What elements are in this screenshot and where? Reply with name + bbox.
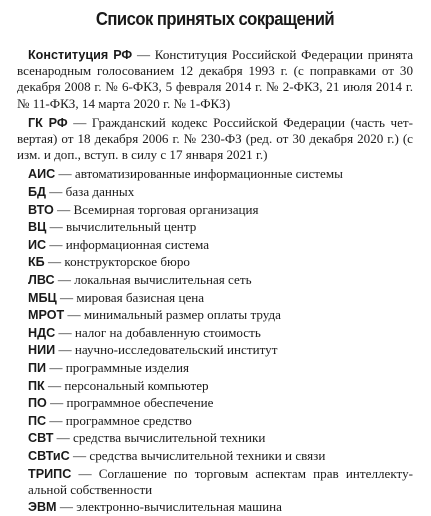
dash-separator: — [56, 289, 77, 305]
abbreviation-definition: средства вычислительной техники [73, 430, 266, 446]
dash-separator: — [44, 254, 65, 270]
abbreviation-entry [28, 254, 413, 270]
dash-separator: — [46, 184, 66, 200]
abbreviation-entry [17, 47, 413, 112]
dash-separator: — [46, 359, 66, 375]
dash-separator: — [56, 499, 77, 515]
abbreviation-definition: Конституция Российской Федерации принята всенародным голосованием 12 декабря 1993 г. (с поправками от 30 декабря 2008 г. № 6-ФКЗ, 5 февраля 2014 г. № 2-ФКЗ, 21 июля 2014 г. № 11-ФКЗ, 14 марта 2020 г. № 1-ФКЗ) [17, 47, 414, 111]
abbreviation-entry [17, 115, 413, 164]
abbreviation-term: ПК [28, 378, 45, 393]
abbreviation-entry [28, 202, 413, 218]
abbreviation-term: БД [28, 185, 47, 200]
abbreviation-term: ВТО [28, 202, 54, 217]
abbreviation-entry [28, 430, 413, 446]
abbreviation-entry [28, 237, 413, 253]
abbreviation-definition: программное обеспечение [66, 395, 214, 411]
abbreviation-term: ИС [28, 237, 47, 252]
abbreviation-term: НИИ [28, 343, 56, 358]
abbreviation-definition: база данных [65, 184, 135, 200]
dash-separator: — [55, 342, 75, 358]
dash-separator: — [69, 447, 90, 463]
abbreviation-definition: мировая базисная цена [76, 289, 205, 305]
abbreviation-term: ВЦ [28, 220, 47, 235]
abbreviation-term: ЭВМ [28, 500, 57, 515]
dash-separator: — [55, 166, 75, 182]
abbreviation-term: СВТ [28, 431, 54, 446]
abbreviation-entry [28, 395, 413, 411]
page-title: Список принятых сокращений [95, 8, 335, 29]
dash-separator: — [64, 307, 84, 323]
dash-separator: — [67, 114, 92, 130]
abbreviation-definition: Соглашение по торговым аспектам прав интеллектуальной собственности [28, 465, 413, 497]
abbreviation-definition: программные изделия [65, 359, 190, 375]
abbreviation-definition: вычислительный центр [65, 219, 197, 235]
abbreviation-definition: программное средство [65, 412, 192, 428]
dash-separator: — [44, 377, 65, 393]
dash-separator: — [46, 395, 67, 411]
abbreviation-list [17, 47, 413, 516]
abbreviation-definition: электронно-вычислительная машина [76, 499, 282, 515]
abbreviation-entry [28, 360, 413, 376]
abbreviation-entry [28, 499, 413, 515]
abbreviation-entry [28, 184, 413, 200]
abbreviation-entry [28, 307, 413, 323]
dash-separator: — [53, 430, 74, 446]
abbreviation-definition: персональный компьютер [64, 377, 209, 393]
abbreviation-entry [28, 325, 413, 341]
abbreviation-definition: конструкторское бюро [64, 254, 190, 270]
dash-separator: — [46, 412, 66, 428]
abbreviation-definition: локальная вычислительная сеть [74, 271, 252, 287]
abbreviation-entry [28, 448, 413, 464]
abbreviation-definition: информационная система [65, 236, 210, 252]
abbreviation-definition: минимальный размер оплаты труда [83, 307, 281, 323]
abbreviation-term: МРОТ [28, 308, 65, 323]
dash-separator: — [132, 47, 155, 62]
abbreviation-term: ПО [28, 396, 47, 411]
abbreviation-entry [28, 290, 413, 306]
abbreviation-term: НДС [28, 325, 56, 340]
abbreviation-term: КБ [28, 255, 45, 270]
dash-separator: — [53, 201, 74, 217]
abbreviation-entry [28, 466, 413, 498]
abbreviation-term: ТРИПС [28, 466, 72, 481]
abbreviation-term: СВТиС [28, 448, 70, 463]
abbreviation-definition: автоматизированные информационные системы [74, 166, 343, 182]
abbreviation-definition: средства вычислительной техники и связи [89, 447, 326, 463]
abbreviation-term: ГК РФ [28, 115, 68, 130]
abbreviation-definition: налог на добавленную стоимость [74, 324, 261, 340]
abbreviation-definition: Гражданский кодекс Российской Федерации (часть четвертая) от 18 декабря 2006 г. № 230-ФЗ (ред. от 30 декабря 2020 г.) (с изм. и доп., вступ. в силу с 17 января 2021 г.) [17, 114, 414, 163]
abbreviation-entry [28, 219, 413, 235]
abbreviation-term: МБЦ [28, 290, 57, 305]
abbreviation-entry [28, 342, 413, 358]
abbreviation-definition: Всемирная торговая организация [73, 201, 259, 217]
abbreviation-entry [28, 413, 413, 429]
abbreviation-entry [28, 378, 413, 394]
abbreviation-term: ПИ [28, 360, 47, 375]
dash-separator: — [55, 324, 75, 340]
abbreviation-term: ПС [28, 413, 47, 428]
dash-separator: — [46, 236, 66, 252]
dash-separator: — [71, 465, 99, 481]
abbreviation-definition: научно-исследовательский институт [74, 342, 278, 358]
abbreviation-term: ЛВС [28, 272, 55, 287]
abbreviation-entry [28, 272, 413, 288]
abbreviation-term: АИС [28, 167, 56, 182]
dash-separator: — [46, 219, 66, 235]
dash-separator: — [54, 271, 75, 287]
abbreviation-entry [28, 166, 413, 182]
abbreviation-term: Конституция РФ [28, 48, 133, 62]
